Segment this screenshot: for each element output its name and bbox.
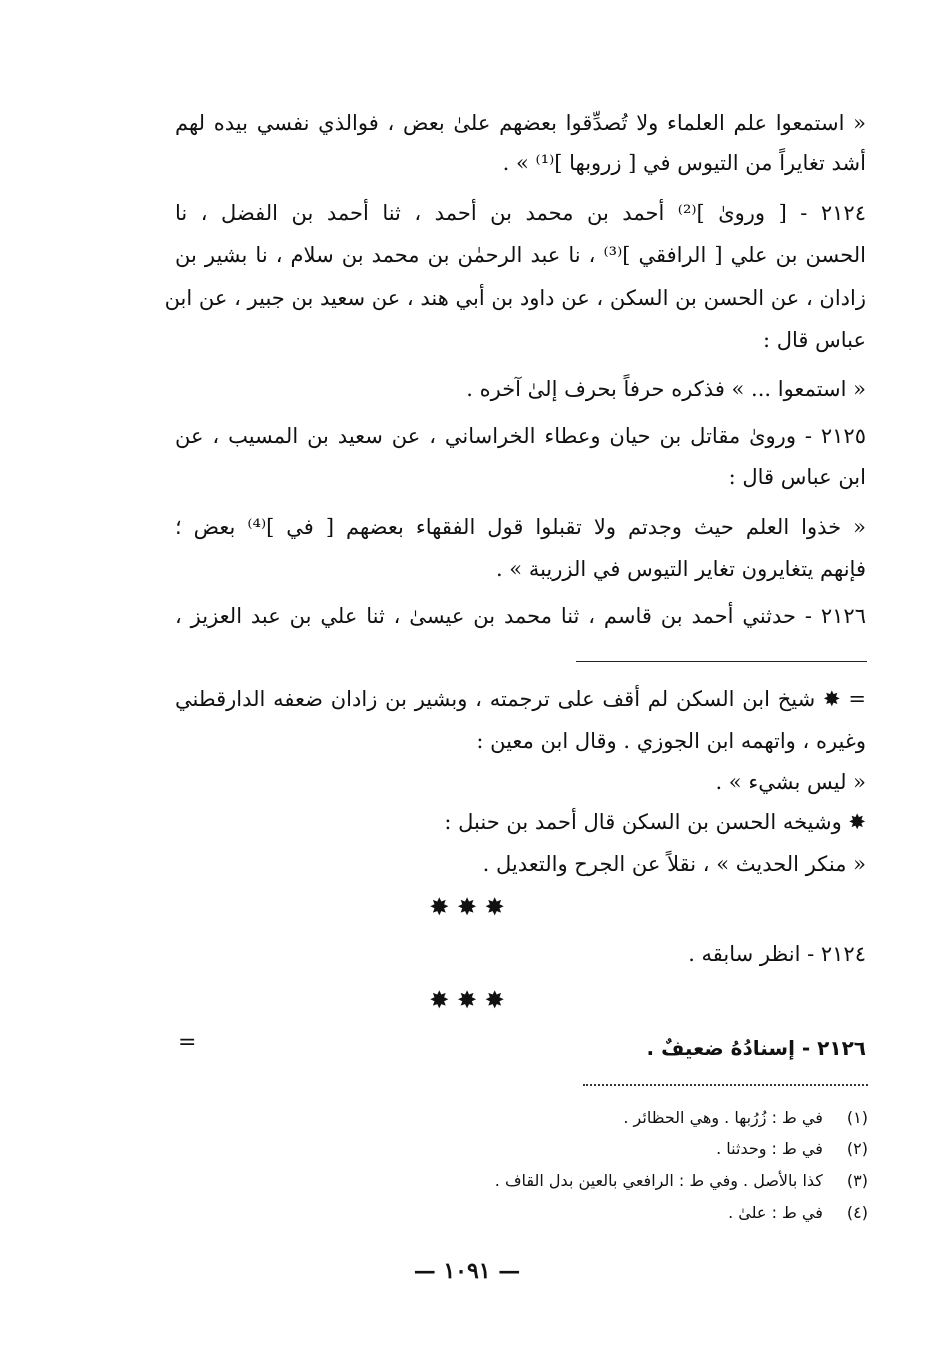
commentary-line: « ليس بشيء » . <box>715 770 866 794</box>
footnote-number: (١) <box>846 1108 868 1127</box>
text-line: « استمعوا علم العلماء ولا تُصدِّقوا بعضهم علىٰ بعض ، فوالذي نفسي بيده لهم <box>175 111 866 135</box>
commentary-line: ✸ وشيخه الحسن بن السكن قال أحمد بن حنبل : <box>444 810 866 834</box>
footnote-number: (٢) <box>846 1139 868 1158</box>
footnote <box>175 1201 868 1225</box>
note-2126: ٢١٢٦ - إسنادُهُ ضعيفٌ . <box>646 1036 866 1060</box>
hadith-2125-line: ٢١٢٥ - وروىٰ مقاتل بن حيان وعطاء الخراساني ، عن سعيد بن المسيب ، عن <box>175 424 866 448</box>
footnote-divider <box>583 1084 868 1086</box>
text-line: الحسن بن علي [ الرافقي ]⁽³⁾ ، نا عبد الرحمٰن بن محمد بن سلام ، نا بشير بن <box>175 243 866 267</box>
footnote <box>175 1137 868 1161</box>
commentary-line: وغيره ، واتهمه ابن الجوزي . وقال ابن معين : <box>476 729 866 753</box>
footnote-text: كذا بالأصل . وفي ط : الرافعي بالعين بدل القاف . <box>494 1171 823 1190</box>
text-line: ابن عباس قال : <box>728 465 866 489</box>
text-line: فإنهم يتغايرون تغاير التيوس في الزريبة » . <box>495 557 866 581</box>
hadith-2126-line: ٢١٢٦ - حدثني أحمد بن قاسم ، ثنا محمد بن عيسىٰ ، ثنا علي بن عبد العزيز ، <box>175 604 866 628</box>
note-2124: ٢١٢٤ - انظر سابقه . <box>688 942 866 966</box>
text-line: « خذوا العلم حيث وجدتم ولا تقبلوا قول الفقهاء بعضهم [ في ]⁽⁴⁾ بعض ؛ <box>175 515 866 539</box>
commentary-line: « منكر الحديث » ، نقلاً عن الجرح والتعديل . <box>482 852 866 876</box>
footnote <box>175 1169 868 1193</box>
footnote-text: في ط : وحدثنا . <box>716 1139 823 1158</box>
text-line: زادان ، عن الحسن بن السكن ، عن داود بن أبي هند ، عن سعيد بن جبير ، عن ابن <box>164 286 866 310</box>
footnote <box>175 1106 868 1130</box>
continuation-mark: = <box>178 1030 197 1055</box>
page-number: — ١٠٩١ — <box>413 1258 521 1284</box>
text-line: أشد تغايراً من التيوس في [ زروبها ]⁽¹⁾ » . <box>502 151 866 175</box>
footnote-text: في ط : علىٰ . <box>728 1203 823 1222</box>
hadith-2124-line: ٢١٢٤ - [ وروىٰ ]⁽²⁾ أحمد بن محمد بن أحمد ، ثنا أحمد بن الفضل ، نا <box>175 201 866 225</box>
star-separator: ✸ ✸ ✸ <box>429 986 505 1014</box>
commentary-line: = ✸ شيخ ابن السكن لم أقف على ترجمته ، وبشير بن زادان ضعفه الدارقطني <box>175 687 866 711</box>
text-line: « استمعوا ... » فذكره حرفاً بحرف إلىٰ آخره . <box>466 377 866 401</box>
text-line: عباس قال : <box>762 328 866 352</box>
footnote-text: في ط : زُرُبها . وهي الحظائر . <box>623 1108 823 1127</box>
star-separator: ✸ ✸ ✸ <box>429 893 505 921</box>
footnote-number: (٣) <box>846 1171 868 1190</box>
section-divider <box>576 661 867 662</box>
footnote-number: (٤) <box>846 1203 868 1222</box>
